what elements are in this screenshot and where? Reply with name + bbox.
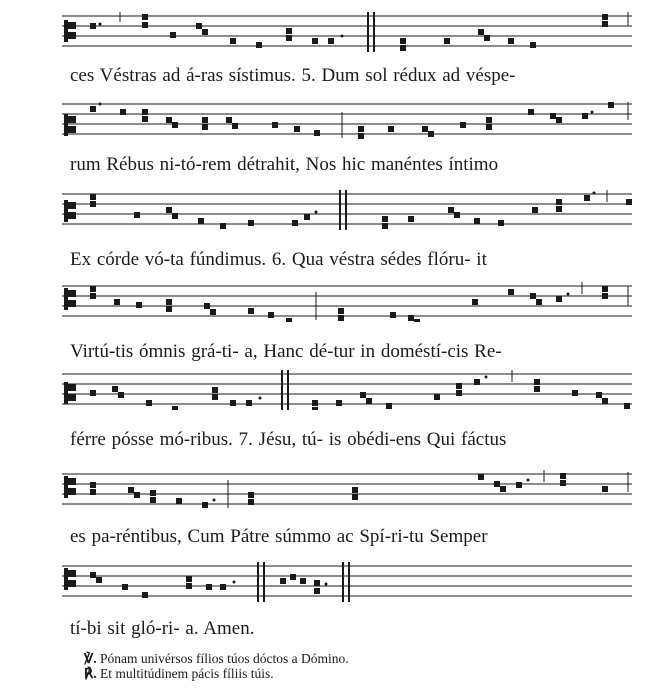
lyric-line-5: férre pósse mó-ribus. 7. Jésu, tú- is obédi-ens Qui fáctus: [70, 429, 507, 450]
lyric-line-3: Ex córde vó-ta fúndimus. 6. Qua véstra sédes flóru- it: [70, 249, 487, 270]
staff-4-notation: [62, 282, 632, 322]
response-text: Et multitúdinem pácis fíliis túis.: [100, 666, 274, 681]
versicle-symbol: ℣.: [84, 651, 97, 666]
staff-1-clef: [64, 20, 76, 42]
versicle-line: [84, 651, 349, 666]
response-symbol: ℟.: [84, 666, 97, 681]
lyric-line-7: tí-bi sit gló-ri- a. Amen.: [70, 618, 255, 639]
staff-1-notation: [62, 12, 632, 52]
staff-6-notation: [62, 470, 632, 510]
staff-2-clef: [64, 114, 76, 136]
staff-4-clef: [64, 288, 76, 310]
staff-5: [62, 370, 632, 410]
staff-6-clef: [64, 476, 76, 498]
staff-3-clef: [64, 200, 76, 222]
versicle-text: Pónam univérsos fílios túos dóctos a Dómino.: [100, 651, 349, 666]
staff-6: [62, 470, 632, 510]
staff-7-clef: [64, 568, 76, 590]
staff-7: [62, 562, 632, 602]
lyric-line-1: ces Véstras ad á-ras sístimus. 5. Dum sol rédux ad véspe-: [70, 65, 516, 86]
staff-5-clef: [64, 382, 76, 404]
response-line: [84, 666, 274, 681]
staff-7-notation: [62, 562, 632, 602]
staff-2-neumes: [90, 102, 628, 139]
lyric-line-4: Virtú-tis ómnis grá-ti- a, Hanc dé-tur in doméstí-cis Re-: [70, 341, 502, 362]
staff-3-notation: [62, 190, 632, 230]
staff-2-notation: [62, 100, 632, 140]
staff-2: [62, 100, 632, 140]
staff-5-notation: [62, 370, 632, 410]
staff-6-neumes: [90, 470, 628, 508]
staff-1: [62, 12, 632, 52]
staff-3: [62, 190, 632, 230]
lyric-line-6: es pa-réntibus, Cum Pátre súmmo ac Spí-ri-tu Semper: [70, 526, 488, 547]
lyric-line-2: rum Rébus ni-tó-rem détrahit, Nos hic manéntes íntimo: [70, 154, 499, 175]
staff-4: [62, 282, 632, 322]
